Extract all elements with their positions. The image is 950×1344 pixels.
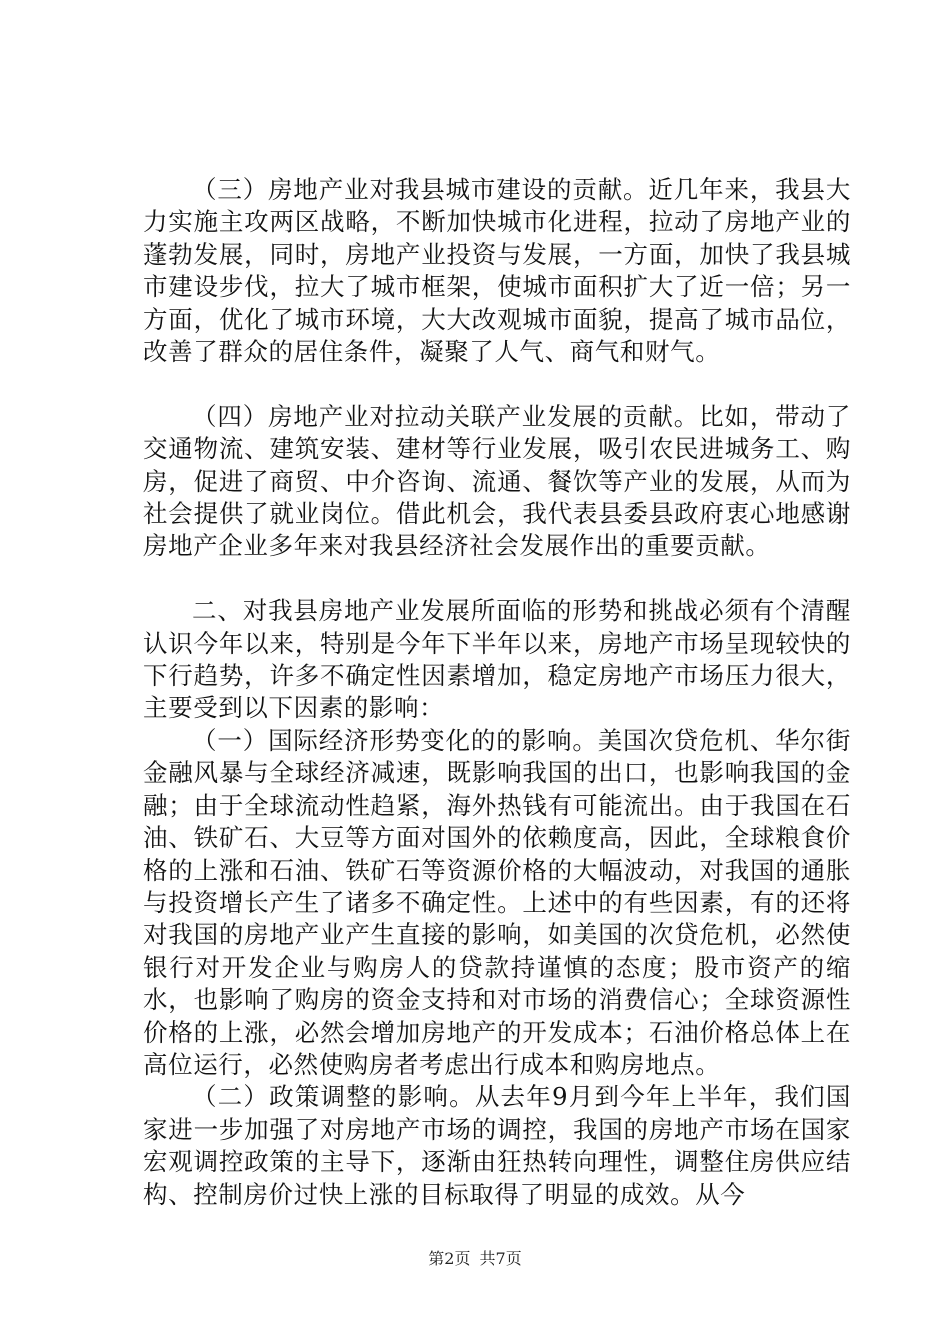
section-2-heading-paragraph: 二、对我县房地产业发展所面临的形势和挑战必须有个清醒认识今年以来，特别是今年下半年以来，房地产市场呈现较快的下行趋势，许多不确定性因素增加，稳定房地产市场压力很大，主要受到以下因素的影响： (143, 596, 851, 723)
paragraph-3: （三）房地产业对我县城市建设的贡献。近几年来，我县大力实施主攻两区战略，不断加快城市化进程，拉动了房地产业的蓬勃发展，同时，房地产业投资与发展，一方面，加快了我县城市建设步伐，拉大了城市框架，使城市面积扩大了近一倍；另一方面，优化了城市环境，大大改观城市面貌，提高了城市品位，改善了群众的居住条件，凝聚了人气、商气和财气。 (143, 175, 851, 367)
paragraph-4: （四）房地产业对拉动关联产业发展的贡献。比如，带动了交通物流、建筑安装、建材等行业发展，吸引农民进城务工、购房，促进了商贸、中介咨询、流通、餐饮等产业的发展，从而为社会提供了就业岗位。借此机会，我代表县委县政府衷心地感谢房地产企业多年来对我县经济社会发展作出的重要贡献。 (143, 401, 851, 561)
page-number: 第2页 (428, 1249, 471, 1268)
paragraph-2-1: （一）国际经济形势变化的的影响。美国次贷危机、华尔街金融风暴与全球经济减速，既影响我国的出口，也影响我国的金融；由于全球流动性趋紧，海外热钱有可能流出。由于我国在石油、铁矿石、大豆等方面对国外的依赖度高，因此，全球粮食价格的上涨和石油、铁矿石等资源价格的大幅波动，对我国的通胀与投资增长产生了诸多不确定性。上述中的有些因素，有的还将对我国的房地产业产生直接的影响，如美国的次贷危机，必然使银行对开发企业与购房人的贷款持谨慎的态度；股市资产的缩水，也影响了购房的资金支持和对市场的消费信心；全球资源性价格的上涨，必然会增加房地产的开发成本；石油价格总体上在高位运行，必然使购房者考虑出行成本和购房地点。 (143, 725, 851, 1079)
paragraph-2-2: （二）政策调整的影响。从去年9月到今年上半年，我们国家进一步加强了对房地产市场的调控，我国的房地产市场在国家宏观调控政策的主导下，逐渐由狂热转向理性，调整住房供应结构、控制房价过快上涨的目标取得了明显的成效。从今 (143, 1082, 851, 1209)
page-footer (0, 1246, 950, 1269)
document-body (143, 174, 851, 1211)
page-total: 共7页 (479, 1249, 522, 1268)
